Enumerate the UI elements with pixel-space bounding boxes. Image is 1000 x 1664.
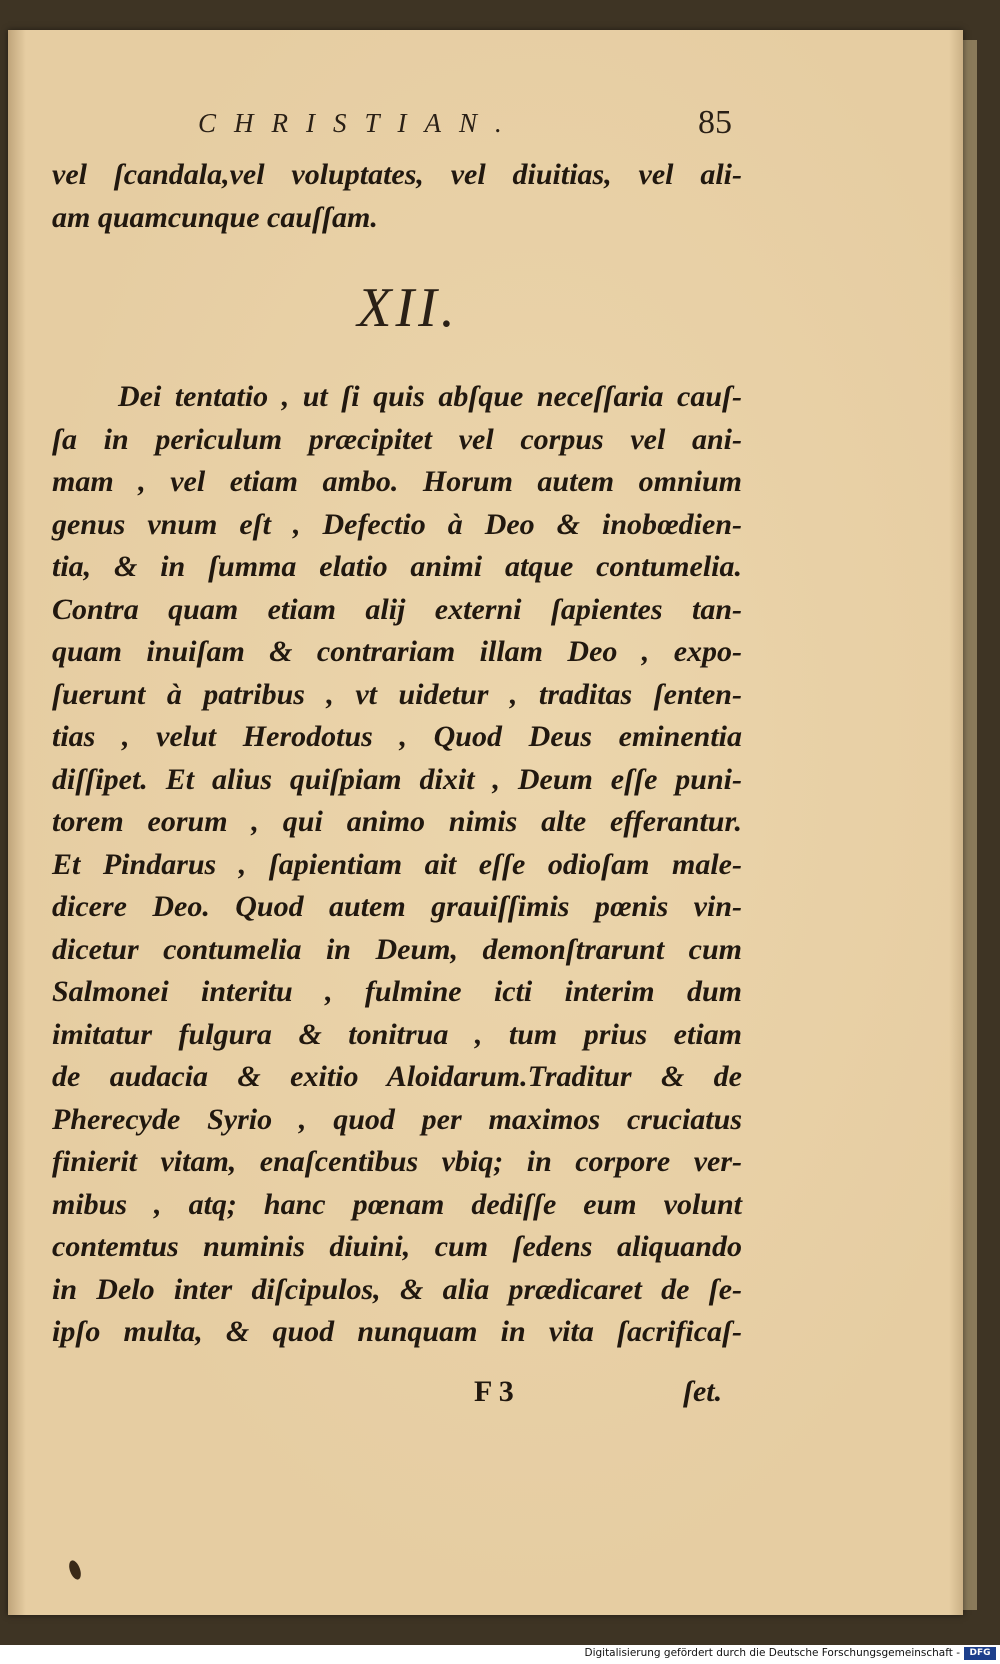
signature-mark: F 3 <box>474 1375 514 1408</box>
text-line: tia, & in ſumma elatio animi atque contumelia. <box>52 550 742 583</box>
text-line: dicere Deo. Quod autem grauiſſimis pœnis vin- <box>52 890 742 923</box>
running-title: CHRISTIAN. <box>198 108 520 138</box>
body-text-block <box>52 376 742 1354</box>
ink-blot <box>67 1559 83 1581</box>
section-heading: XII. <box>357 277 459 339</box>
text-line: genus vnum eſt , Defectio à Deo & inobœdien- <box>52 507 742 541</box>
text-line: mam , vel etiam ambo. Horum autem omnium <box>52 465 742 498</box>
text-line: Contra quam etiam alij externi ſapientes tan- <box>52 592 742 626</box>
book-page <box>8 30 963 1615</box>
footer-credit: Digitalisierung gefördert durch die Deutsche Forschungsgemeinschaft - <box>584 1647 960 1659</box>
page-number: 85 <box>698 104 732 141</box>
text-line: in Delo inter diſcipulos, & alia prædicaret de ſe- <box>52 1272 742 1306</box>
text-line: Pherecyde Syrio , quod per maximos cruciatus <box>52 1102 742 1136</box>
text-line: ſa in periculum præcipitet vel corpus vel ani- <box>52 422 742 456</box>
dfg-logo: DFG <box>964 1647 996 1660</box>
text-line: finierit vitam, enaſcentibus vbiq; in corpore ver- <box>52 1145 742 1178</box>
text-line: am quamcunque cauſſam. <box>52 200 378 234</box>
text-line: Et Pindarus , ſapientiam ait eſſe odioſam male- <box>52 847 742 881</box>
text-line: contemtus numinis diuini, cum ſedens aliquando <box>52 1230 742 1263</box>
text-line: ipſo multa, & quod nunquam in vita ſacrificaſ- <box>52 1315 742 1348</box>
text-line: torem eorum , qui animo nimis alte efferantur. <box>52 805 742 838</box>
text-line: de audacia & exitio Aloidarum.Traditur & de <box>52 1060 742 1093</box>
text-line: mibus , atq; hanc pœnam dediſſe eum volunt <box>52 1187 742 1221</box>
text-line: imitatur fulgura & tonitrua , tum prius etiam <box>52 1017 742 1051</box>
page-edge <box>963 40 977 1610</box>
catchword: ſet. <box>683 1375 723 1408</box>
text-line: dicetur contumelia in Deum, demonſtrarunt cum <box>52 932 742 966</box>
text-line: diſſipet. Et alius quiſpiam dixit , Deum eſſe puni- <box>52 762 742 796</box>
text-line: Dei tentatio , ut ſi quis abſque neceſſaria cauſ- <box>118 380 742 413</box>
text-line: ſuerunt à patribus , vt uidetur , traditas ſenten- <box>52 677 742 711</box>
text-line: Salmonei interitu , fulmine icti interim dum <box>52 975 742 1008</box>
text-line: tias , velut Herodotus , Quod Deus eminentia <box>52 720 742 753</box>
text-line: quam inuiſam & contrariam illam Deo , expo- <box>52 635 742 668</box>
text-line: vel ſcandala,vel voluptates, vel diuitias, vel ali- <box>52 158 742 191</box>
footer-bar <box>0 1645 1000 1664</box>
running-head <box>8 104 963 144</box>
top-text-block <box>52 154 742 239</box>
